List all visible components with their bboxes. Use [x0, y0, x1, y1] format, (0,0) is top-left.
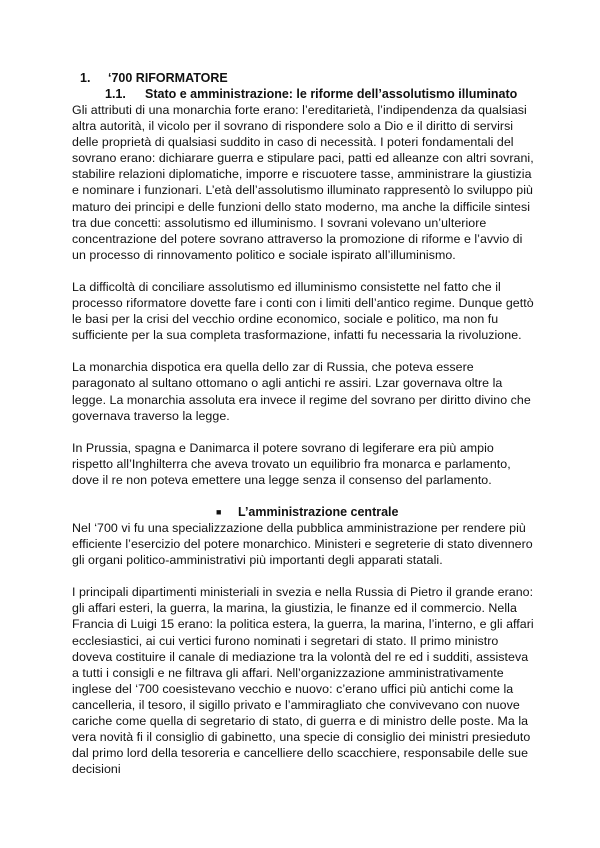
square-bullet-icon: ■	[216, 506, 222, 517]
paragraph-departments: I principali dipartimenti ministeriali in svezia e nella Russia di Pietro il grande erano: gli affari esteri, la guerra, la marina, la giustizia, le finanze ed il commercio. Nella Francia di Luigi 15 erano: la politica estera, la guerra, la marina, l’interno, e gli affari ecclesiastici, ai cui vertici furono nominati i segretari di stato. Il primo ministro doveva costituire il canale di mediazione tra la volontà del re ed i sudditi, assisteva a tutti i consigli e ne filtrava gli affari. Nell’organizzazione amministrativamente inglese del ‘700 coesistevano vecchio e nuovo: c’erano uffici più antichi come la cancelleria, il tesoro, il sigillo privato e l’ammiragliato che convivevano con nuove cariche come quella di segretario di stato, di guerra e di ministro delle poste. Ma la vera novità fi il consiglio di gabinetto, una specie di consiglio dei ministri presieduto dal primo lord della tesoreria e cancelliere dello scacchiere, responsabile delle sue decisioni	[72, 585, 534, 777]
heading-3-title: L’amministrazione centrale	[238, 504, 399, 519]
heading-level-2	[72, 86, 534, 102]
heading-level-1	[72, 70, 534, 86]
heading-level-3	[72, 504, 534, 520]
paragraph-specialization: Nel ‘700 vi fu una specializzazione della pubblica amministrazione per rendere più efficiente l’esercizio del potere monarchico. Ministeri e segreterie di stato divennero gli organi politico-amministrativi più importanti degli apparati statali.	[72, 520, 533, 568]
heading-1-number: 1.	[80, 71, 91, 85]
document-content	[72, 70, 534, 777]
heading-2-title: Stato e amministrazione: le riforme dell’assolutismo illuminato	[145, 87, 518, 101]
paragraph-monarchy: La monarchia dispotica era quella dello zar di Russia, che poteva essere paragonato al sultano ottomano o agli antichi re assiri. Lzar governava oltre la legge. La monarchia assoluta era invece il regime del sovrano per diritto divino che governava traverso la legge.	[72, 360, 531, 423]
paragraph-prussia: In Prussia, spagna e Danimarca il potere sovrano di legiferare era più ampio rispetto all’Inghilterra che aveva trovato un equilibrio fra monarca e parlamento, dove il re non poteva emettere una legge senza il consenso del parlamento.	[72, 440, 511, 487]
paragraph-attributes: Gli attributi di una monarchia forte erano: l’ereditarietà, l’indipendenza da qualsiasi altra autorità, il vicolo per il sovrano di rispondere solo a Dio e il diritto di servirsi delle proprietà di qualsiasi suddito in caso di necessità. I poteri fondamentali del sovrano erano: dichiarare guerra e stipulare paci, patti ed alleanze con altri sovrani, stabilire relazioni diplomatiche, imporre e riscuotere tasse, amministrare la giustizia e nominare i funzionari. L’età dell’assolutismo illuminato rappresentò lo sviluppo più maturo dei principi e delle funzioni dello stato moderno, ma anche la difficile sintesi tra due concetti: assolutismo ed illuminismo. I sovrani volevano un’ulteriore concentrazione del potere sovrano attraverso la promozione di riforme e l’avvio di un processo di rinnovamento politico e sociale ispirato all’illuminismo.	[72, 103, 534, 262]
heading-2-number: 1.1.	[105, 87, 126, 101]
heading-1-title: ‘700 RIFORMATORE	[108, 71, 228, 85]
paragraph-difficulty: La difficoltà di conciliare assolutismo ed illuminismo consistette nel fatto che il processo riformatore dovette fare i conti con i limiti dell’antico regime. Dunque gettò le basi per la crisi del vecchio ordine economico, sociale e politico, ma non fu sufficiente per la sua completa trasformazione, infatti fu necessaria la rivoluzione.	[72, 279, 534, 343]
